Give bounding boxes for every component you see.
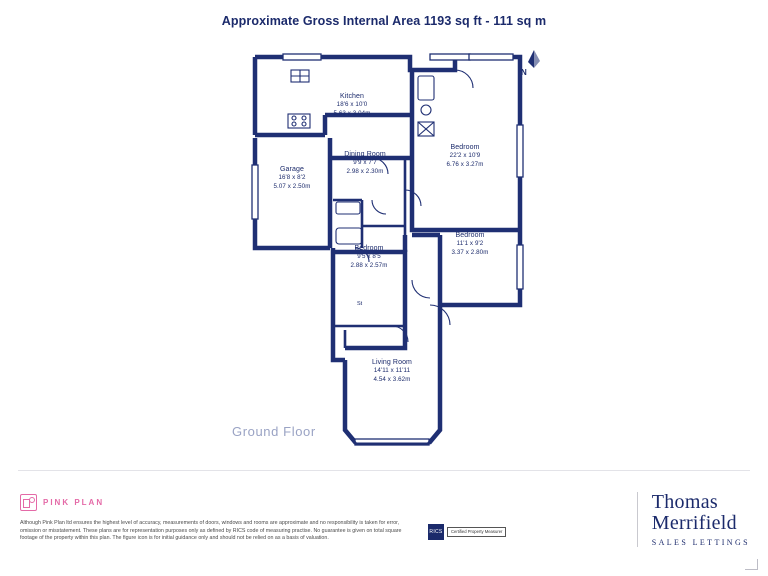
- agency-tagline: SALES LETTINGS: [651, 538, 750, 547]
- room-label-garage: Garage 16'8 x 8'2 5.07 x 2.50m: [273, 166, 311, 190]
- rics-certified-text: Certified Property Measurer: [447, 527, 506, 536]
- rics-badge: [428, 524, 506, 540]
- north-letter: N: [521, 68, 527, 77]
- floor-caption: Ground Floor: [232, 424, 316, 439]
- room-label-store: St: [357, 301, 363, 307]
- room-label-bedroom-1: Bedroom 22'2 x 10'9 6.76 x 3.27m: [446, 144, 484, 168]
- disclaimer-text: Although Pink Plan ltd ensures the highest level of accuracy, measurements of doors, windows and rooms are approximate and no responsibility is taken for error, omission or misstatement. These plans are for representation purposes only as defined by RICS code of measuring practise. No guarantee is given on total square footage of the property within this plan. The figure icon is for initial guidance only and should not be relied on as a basis of valuation.: [20, 520, 402, 542]
- agency-logo: [637, 492, 750, 547]
- room-label-living-room: Living Room 14'11 x 11'11 4.54 x 3.62m: [371, 359, 412, 383]
- room-label-dining-room: Dining Room 9'9 x 7'7 2.98 x 2.30m: [344, 151, 386, 175]
- page-corner-mark: [745, 559, 758, 570]
- page-title: Approximate Gross Internal Area 1193 sq ft - 111 sq m: [221, 14, 547, 28]
- agency-name-line-1: Thomas: [651, 491, 718, 513]
- floorplan-drawing: [0, 30, 768, 450]
- agency-name-line-2: Merrifield: [651, 512, 737, 534]
- pink-plan-icon: [20, 494, 37, 511]
- pink-plan-label: PINK PLAN: [43, 498, 105, 507]
- room-label-bedroom-2: Bedroom 11'1 x 9'2 3.37 x 2.80m: [451, 232, 489, 256]
- room-label-bedroom-3: Bedroom 9'5 x 8'5 2.88 x 2.57m: [350, 245, 388, 269]
- room-label-kitchen: Kitchen 18'6 x 10'0 5.63 x 3.04m: [333, 93, 371, 117]
- rics-mark: RICS: [428, 524, 444, 540]
- pink-plan-logo: [20, 494, 104, 511]
- footer-divider: [18, 470, 750, 471]
